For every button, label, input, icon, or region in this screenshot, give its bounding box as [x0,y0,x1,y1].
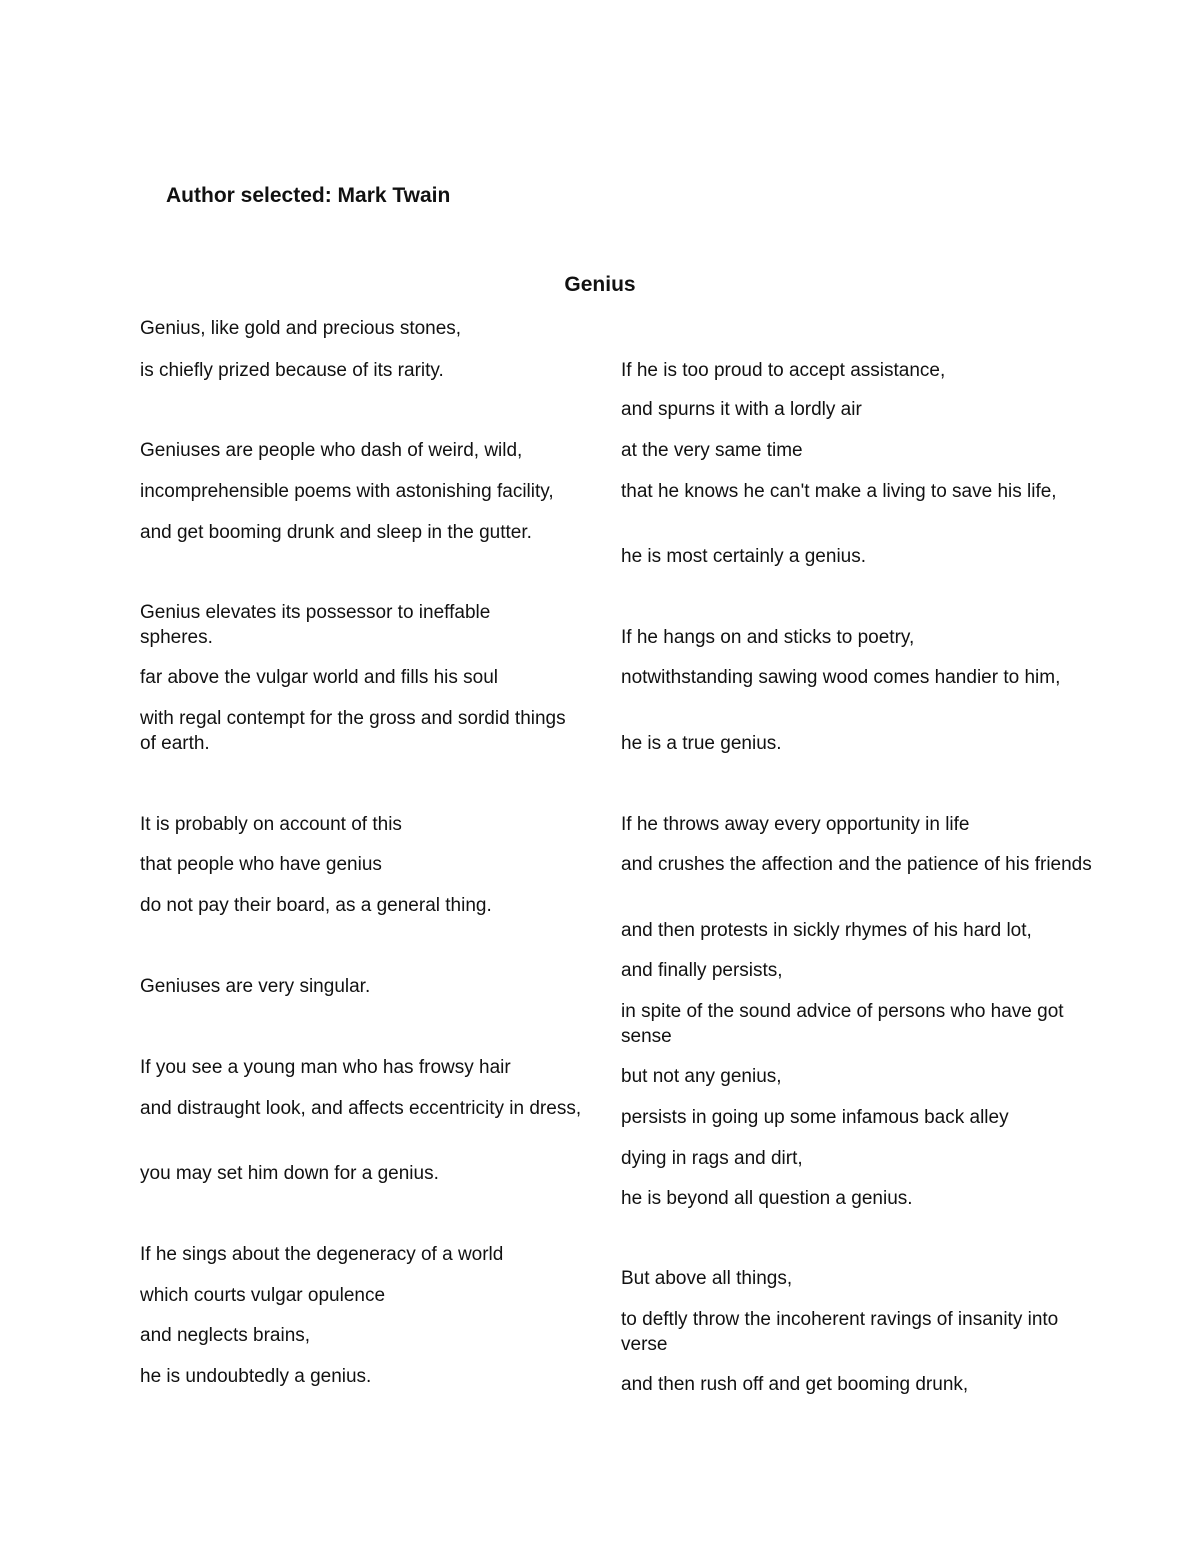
poem-line: But above all things, [621,1268,793,1289]
poem-line: and finally persists, [621,960,783,981]
poem-line: If he throws away every opportunity in life [621,814,970,835]
poem-line: you may set him down for a genius. [140,1163,439,1184]
poem-title: Genius [564,273,636,296]
poem-line: in spite of the sound advice of persons who have got sense [621,1001,1064,1047]
poem-line: It is probably on account of this [140,814,402,835]
poem-line: Geniuses are very singular. [140,976,371,997]
poem-line: and then protests in sickly rhymes of his hard lot, [621,920,1032,941]
poem-line: and distraught look, and affects eccentricity in dress, [140,1098,582,1119]
poem-line: do not pay their board, as a general thing. [140,895,492,916]
poem-line: and spurns it with a lordly air [621,399,862,420]
poem-line: If he is too proud to accept assistance, [621,360,946,381]
poem-line: Genius elevates its possessor to ineffable spheres. [140,602,491,648]
poem-line: incomprehensible poems with astonishing facility, [140,481,554,502]
poem-line: that people who have genius [140,854,382,875]
poem-line: and neglects brains, [140,1325,311,1346]
poem-line: he is beyond all question a genius. [621,1188,913,1209]
poem-line: he is undoubtedly a genius. [140,1366,372,1387]
poem-line: with regal contempt for the gross and sordid things of earth. [140,708,566,754]
poem-line: If he sings about the degeneracy of a world [140,1244,504,1265]
poem-line: but not any genius, [621,1066,782,1087]
poem-line: that he knows he can't make a living to save his life, [621,481,1057,502]
poem-line: he is a true genius. [621,733,782,754]
author-line: Author selected: Mark Twain [166,184,451,207]
poem-line: to deftly throw the incoherent ravings of insanity into verse [621,1309,1059,1355]
poem-line: Genius, like gold and precious stones, [140,318,462,339]
poem-line: dying in rags and dirt, [621,1148,803,1169]
poem-line: and get booming drunk and sleep in the gutter. [140,522,532,543]
poem-line: Geniuses are people who dash of weird, wild, [140,440,523,461]
poem-line: he is most certainly a genius. [621,546,867,567]
poem-line: far above the vulgar world and fills his soul [140,667,499,688]
poem-line: is chiefly prized because of its rarity. [140,360,444,381]
poem-line: and then rush off and get booming drunk, [621,1374,969,1395]
poem-line: at the very same time [621,440,803,461]
poem-line: persists in going up some infamous back alley [621,1107,1009,1128]
poem-line: If he hangs on and sticks to poetry, [621,627,915,648]
poem-line: and crushes the affection and the patience of his friends [621,854,1092,875]
poem-line: If you see a young man who has frowsy hair [140,1057,511,1078]
poem-line: notwithstanding sawing wood comes handier to him, [621,667,1061,688]
poem-line: which courts vulgar opulence [140,1285,386,1306]
